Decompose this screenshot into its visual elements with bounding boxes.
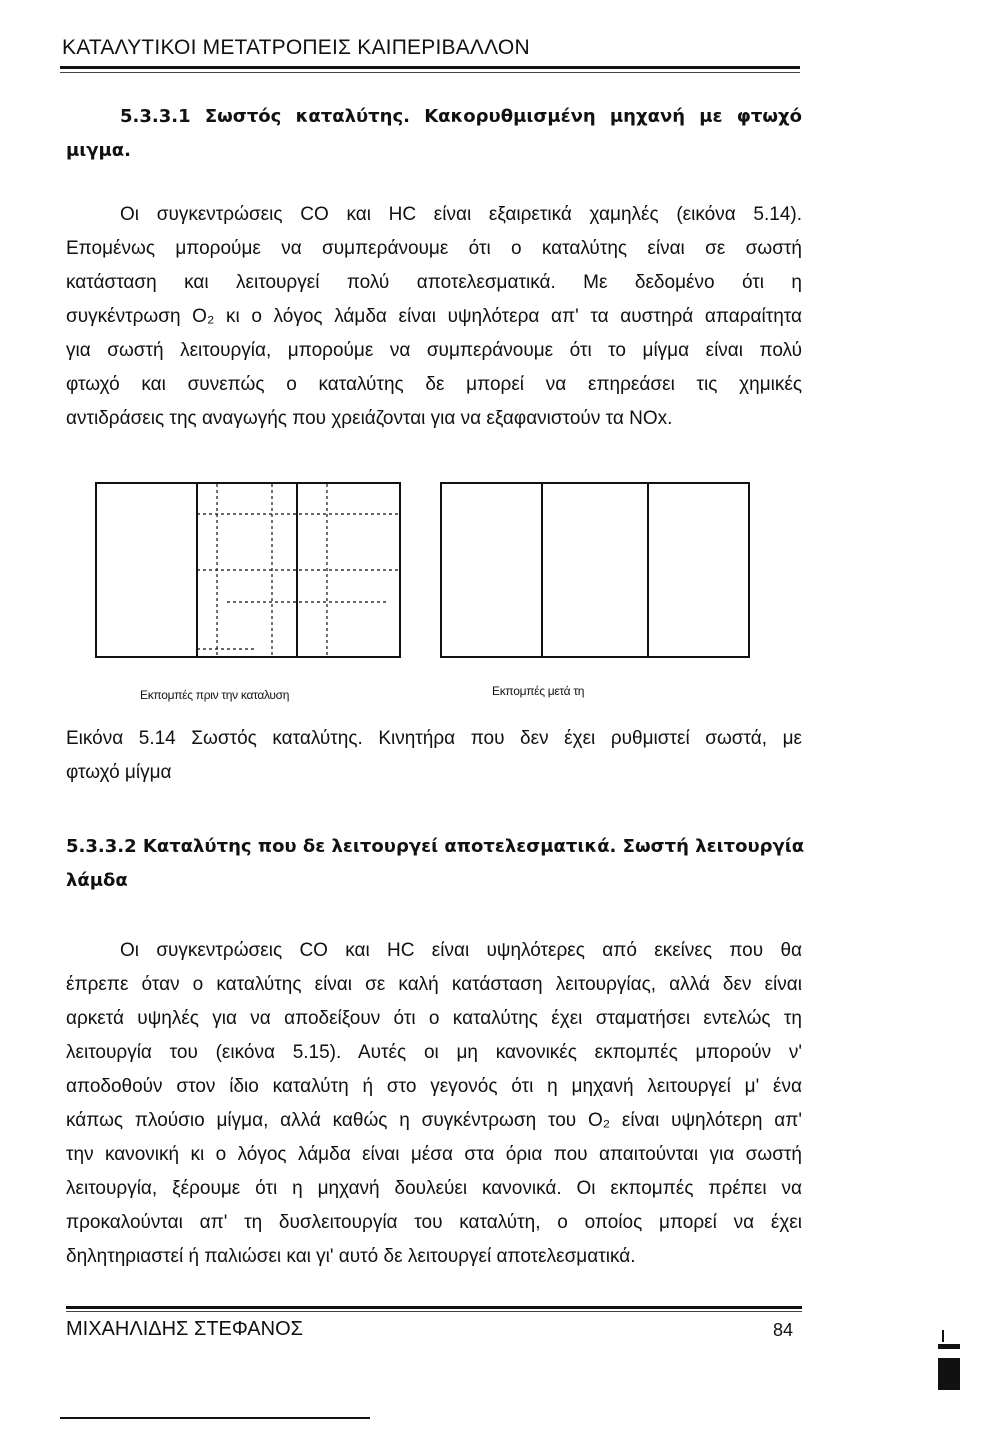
paragraph-1-line: φτωχό και συνεπώς ο καταλύτης δε μπορεί να επηρεάσει τις χημικές <box>66 374 802 395</box>
paragraph-2-line: έπρεπε όταν ο καταλύτης είναι σε καλή κατάσταση λειτουργίας, αλλά δεν είναι <box>66 974 802 995</box>
figure-right-caption: Εκπομπές μετά τη <box>492 684 585 698</box>
paragraph-1-line: για σωστή λειτουργία, μπορούμε να συμπεράνουμε ότι το μίγμα είναι πολύ <box>66 340 802 361</box>
paragraph-2-line: λειτουργία, ξέρουμε ότι η μηχανή δουλεύει κανονικά. Οι εκπομπές πρέπει να <box>66 1178 802 1199</box>
paragraph-2-line: αρκετά υψηλές για να αποδείξουν ότι ο καταλύτης έχει σταματήσει εντελώς τη <box>66 1008 802 1029</box>
paragraph-1-line: Οι συγκεντρώσεις CO και HC είναι εξαιρετικά χαμηλές (εικόνα 5.14). <box>120 204 802 225</box>
section-heading-2 <box>66 830 805 898</box>
footer-author: ΜΙΧΑΗΛΙΔΗΣ ΣΤΕΦΑΝΟΣ <box>66 1318 303 1340</box>
paragraph-2-line: προκαλούνται απ' τη δυσλειτουργία του καταλύτη, ο οποίος μπορεί να έχει <box>66 1212 802 1233</box>
paragraph-1 <box>66 198 802 436</box>
section-heading-2-line1: 5.3.3.2 Καταλύτης που δε λειτουργεί αποτελεσματικά. Σωστή λειτουργία <box>66 836 805 857</box>
figure-caption-line1: Εικόνα 5.14 Σωστός καταλύτης. Κινητήρα που δεν έχει ρυθμιστεί σωστά, με <box>66 728 802 749</box>
paragraph-2-line: αποδοθούν στον ίδιο καταλύτη ή στο γεγονός ότι η μηχανή λειτουργεί μ' ένα <box>66 1076 802 1097</box>
footer-rule-thin <box>66 1311 802 1312</box>
bottom-rule <box>60 1417 370 1419</box>
page-number: 84 <box>773 1320 794 1340</box>
figure-caption-line2: φτωχό μίγμα <box>66 762 172 783</box>
figure-left-panel <box>95 482 401 658</box>
paragraph-1-line: αντιδράσεις της αναγωγής που χρειάζονται για να εξαφανιστούν τα NOx. <box>66 408 673 429</box>
paragraph-2-line: δηλητηριαστεί ή παλιώσει και γι' αυτό δε λειτουργεί αποτελεσματικά. <box>66 1246 636 1267</box>
paragraph-2-line: κάπως πλούσιο μίγμα, αλλά καθώς η συγκέντρωση του O₂ είναι υψηλότερη απ' <box>66 1110 802 1131</box>
running-header: ΚΑΤΑΛΥΤΙΚΟΙ ΜΕΤΑΤΡΟΠΕΙΣ ΚΑΙΠΕΡΙΒΑΛΛΟΝ <box>62 36 530 59</box>
paragraph-1-line: κατάσταση και λειτουργεί πολύ αποτελεσματικά. Με δεδομένο ότι η <box>66 272 802 293</box>
section-heading-2-line2: λάμδα <box>66 870 128 891</box>
header-rule-thin <box>60 72 800 73</box>
figure-left-caption: Εκπομπές πριν την καταλυση <box>140 688 290 702</box>
footer-rule <box>66 1306 802 1309</box>
figure-caption <box>66 722 802 790</box>
section-heading-1-line2: μιγμα. <box>66 140 131 161</box>
emissions-before-graphic <box>97 484 399 656</box>
header-rule <box>60 66 800 69</box>
figure-right-panel <box>440 482 750 658</box>
paragraph-2-line: την κανονική κι ο λόγος λάμδα είναι μέσα στα όρια που απαιτούνται για σωστή <box>66 1144 802 1165</box>
section-heading-1 <box>66 100 802 168</box>
paragraph-2-line: λειτουργία του (εικόνα 5.15). Αυτές οι μη κανονικές εκπομπές μπορούν ν' <box>66 1042 802 1063</box>
paragraph-1-line: Επομένως μπορούμε να συμπεράνουμε ότι ο καταλύτης είναι σε σωστή <box>66 238 802 259</box>
section-heading-1-line1: 5.3.3.1 Σωστός καταλύτης. Κακορυθμισμένη μηχανή με φτωχό <box>120 106 802 127</box>
emissions-after-graphic <box>442 484 748 656</box>
paragraph-2-line: Οι συγκεντρώσεις CO και HC είναι υψηλότερες από εκείνες που θα <box>120 940 802 961</box>
paragraph-1-line: συγκέντρωση O₂ κι ο λόγος λάμδα είναι υψηλότερα απ' τα αυστηρά απαραίτητα <box>66 306 802 327</box>
paragraph-2 <box>66 934 802 1274</box>
scan-margin-mark <box>938 1330 960 1390</box>
